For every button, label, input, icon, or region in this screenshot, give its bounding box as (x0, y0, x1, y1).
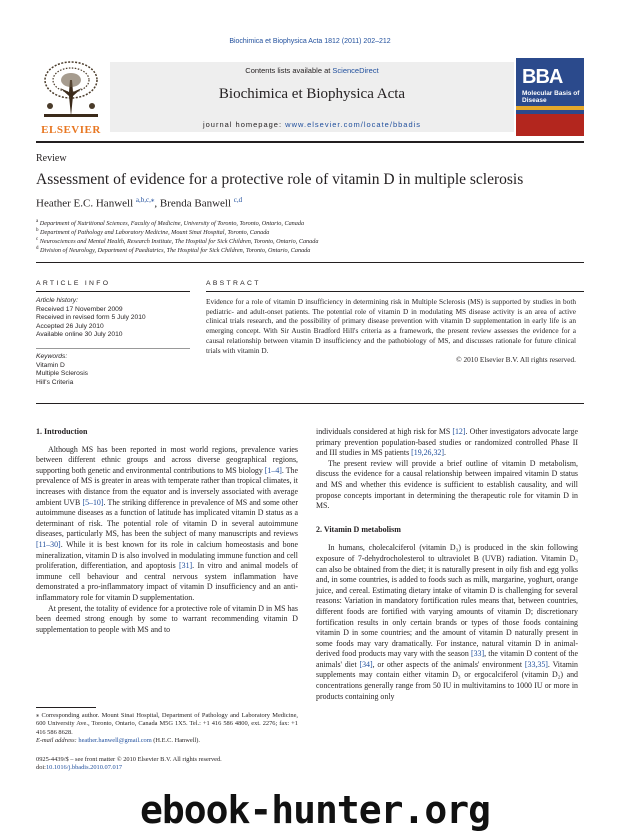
info-divider (36, 348, 190, 349)
journal-banner (110, 62, 514, 132)
affiliations-rule (36, 262, 584, 263)
journal-reference[interactable]: Biochimica et Biophysica Acta 1812 (2011) 202–212 (229, 38, 391, 45)
keyword: Vitamin D (36, 361, 65, 369)
keywords (36, 353, 186, 387)
journal-cover (516, 58, 584, 136)
elsevier-wordmark: ELSEVIER (41, 124, 101, 136)
article-title: Assessment of evidence for a protective role of vitamin D in multiple sclerosis (36, 171, 524, 188)
citation-link[interactable]: [5–10] (82, 497, 104, 507)
section-heading: 2. Vitamin D metabolism (316, 524, 401, 534)
paragraph: The present review will provide a brief outline of vitamin D metabolism, discuss the evidence for a causal relationship between impaired vitamin D status and MS and whether this evidence is sufficient to establish causality, and will propose concepts important in determining the therapeutic role for vitamin D in MS. (316, 458, 578, 511)
cover-stripe (516, 106, 584, 110)
article-history (36, 297, 186, 340)
journal-homepage: journal homepage: www.elsevier.com/locate/bbadis (202, 120, 422, 129)
history-item: Available online 30 July 2010 (36, 331, 123, 339)
author-affil-marks[interactable]: a,b,c,⁎ (135, 196, 155, 204)
paragraph: At present, the totality of evidence for a protective role of vitamin D in MS has been deemed strong enough by some to warrant recommending vitamin D supplementation to people with MS and to (36, 603, 298, 634)
section-heading: 1. Introduction (36, 427, 88, 436)
cover-subtitle: Molecular Basis of Disease (522, 90, 580, 104)
author-list: Heather E.C. Hanwell $^{a,b,c,⁎}$, Brenda Banwell $^{c,d}$ (36, 196, 243, 210)
citation-link[interactable]: [11–30] (36, 539, 61, 549)
body-rule (36, 403, 584, 404)
keywords-label: Keywords: (36, 353, 68, 360)
citation-link[interactable]: [33,35] (524, 659, 548, 669)
elsevier-logo (36, 58, 106, 136)
front-matter (36, 756, 222, 773)
contents-line: Contents lists available at ScienceDirect (245, 66, 379, 75)
homepage-link[interactable]: www.elsevier.com/locate/bbadis (285, 120, 422, 129)
email-line: E-mail address: heather.hanwell@gmail.com (H.E.C. Hanwell). (36, 737, 200, 745)
author-name: Heather E.C. Hanwell (36, 197, 134, 210)
abstract-rule (206, 291, 584, 292)
journal-header (36, 58, 584, 138)
doi-link[interactable]: 10.1016/j.bbadis.2010.07.017 (45, 764, 123, 772)
history-label: Article history: (36, 297, 78, 304)
paragraph: individuals considered at high risk for MS [12]. Other investigators advocate large primary prevention population-based studies or randomized controlled Phase II and III studies in MS patients [19,26,32]. (316, 427, 578, 458)
abstract-heading: ABSTRACT (206, 280, 261, 287)
keyword: Multiple Sclerosis (36, 370, 89, 378)
header-rule (36, 141, 584, 143)
history-item: Received 17 November 2009 (36, 305, 123, 313)
article-info-heading: ARTICLE INFO (36, 280, 111, 287)
cover-band (516, 114, 584, 136)
footnote (36, 712, 298, 746)
elsevier-tree-icon (36, 58, 106, 122)
issn-line: 0925-4439/$ – see front matter © 2010 Elsevier B.V. All rights reserved. (36, 756, 222, 763)
watermark: ebook-hunter.org (140, 788, 491, 832)
paragraph: In humans, cholecalciferol (vitamin D₃) is produced in the skin following exposure of 7-dehydrocholesterol to ultraviolet B (UVB) radiation. Vitamin D₃ can also be obtained from the diet; it is naturally present in oily fish and egg yolks and, in some countries, is added to foods such as milk, margarine, yoghurt, orange juice, and cereal. Estimating dietary intake of vitamin D is challenging for several reasons: Variation in mandatory fortification rules means that, between countries, different foods are fortified with varying amounts of vitamin D; discretionary fortification results in only certain brands or types of those foods containing vitamin D in some countries; and the amount of vitamin D naturally present in some foods may vary dramatically. For instance, natural vitamin D in animal-derived food products may vary with the season [33], the vitamin D content of the animals' diet [34], or other aspects of the animals' environment [33,35]. Vitamin supplements may contain either vitamin D₃ or ergocalciferol (vitamin D₂) and concentrations generally range from 50 IU in multivitamins to 1000 IU or more in products containing only (316, 543, 578, 701)
affiliation: $^b$ Department of Pathology and Laboratory Medicine, Mount Sinai Hospital, Toronto, Canada (36, 228, 270, 237)
affiliation: $^a$ Department of Nutritional Sciences, Faculty of Medicine, University of Toronto, Toronto, Ontario, Canada (36, 219, 305, 228)
abstract-text: Evidence for a role of vitamin D insufficiency in determining risk in Multiple Sclerosis (MS) is supported by studies in both pediatric- and adult-onset patients. The potential role of vitamin D in modulating MS disease activity is an area of active clinical trials research, and the possibility of primary disease prevention with vitamin D supplementation in early life is an emerging concept. With Sir Austin Bradford Hill's criteria as a framework, the present review assesses the evidence for a causal relationship between vitamin D insufficiency and the pathobiology of MS, and discusses rationale for future clinical trials with vitamin D. © 2010 Elsevier B.V. All rights reserved. (206, 297, 576, 365)
doi-line: doi:10.1016/j.bbadis.2010.07.017 (36, 764, 123, 772)
citation-link[interactable]: [33] (470, 649, 485, 659)
footnote-rule (36, 707, 96, 708)
article-type: Review (36, 153, 67, 164)
journal-title: Biochimica et Biophysica Acta (218, 86, 406, 102)
author-name: Brenda Banwell (159, 197, 232, 210)
keyword: Hill's Criteria (36, 378, 74, 386)
corresponding-author: ⁎ Corresponding author. Mount Sinai Hospital, Department of Pathology and Laboratory Medicine, 600 University Ave., Toronto, Ontario, Canada M5G 1X5. Tel.: +1 416 586 4800, ext. 2276; fax: +1 416 586 8628. (36, 712, 298, 736)
email-link[interactable]: heather.hanwell@gmail.com (78, 737, 152, 745)
citation-link[interactable]: [34] (359, 659, 373, 669)
cover-title: BBA (522, 66, 563, 88)
abstract-copyright: © 2010 Elsevier B.V. All rights reserved. (456, 355, 576, 365)
affiliation: $^c$ Neurosciences and Mental Health, Research Institute, The Hospital for Sick Children, Toronto, Ontario, Canada (36, 237, 319, 246)
info-rule (36, 291, 190, 292)
citation-link[interactable]: [31] (179, 561, 193, 571)
citation-link[interactable]: [19,26,32] (411, 448, 444, 458)
history-item: Accepted 26 July 2010 (36, 322, 104, 330)
sciencedirect-link[interactable]: ScienceDirect (332, 66, 379, 75)
citation-link[interactable]: [1–4] (264, 465, 282, 475)
affiliation: $^d$ Division of Neurology, Department of Paediatrics, The Hospital for Sick Children, Toronto, Ontario, Canada (36, 246, 311, 255)
paragraph: Although MS has been reported in most world regions, prevalence varies between different ethnic groups and across diverse geographical regions, supporting both genetic and environmental contributions to MS biology [1–4]. The prevalence of MS is greater in areas with temperate rather than tropical climates, it increases with distance from the equator and is inversely associated with average ambient UVB [5–10]. The striking difference in prevalence of MS and some other autoimmune diseases as a function of latitude has implicated vitamin D status as a determinant of risk. The potential role of vitamin D in several autoimmune diseases, particularly MS, has been the subject of many manuscripts and reviews [11–30]. While it is best known for its role in calcium homeostasis and bone mineralization, vitamin D is also involved in modulating immune function and cell proliferation, differentiation, and apoptosis [31]. In vitro and animal models of immune cell behaviour and central nervous system inflammation have demonstrated a pro-inflammatory impact of vitamin D insufficiency and an anti-inflammatory role for vitamin D supplementation. (36, 444, 299, 602)
citation-link[interactable]: [12] (452, 427, 466, 436)
history-item: Received in revised form 5 July 2010 (36, 314, 146, 322)
left-column (36, 427, 298, 635)
author-affil-marks[interactable]: c,d (233, 196, 243, 204)
right-column (316, 427, 578, 702)
